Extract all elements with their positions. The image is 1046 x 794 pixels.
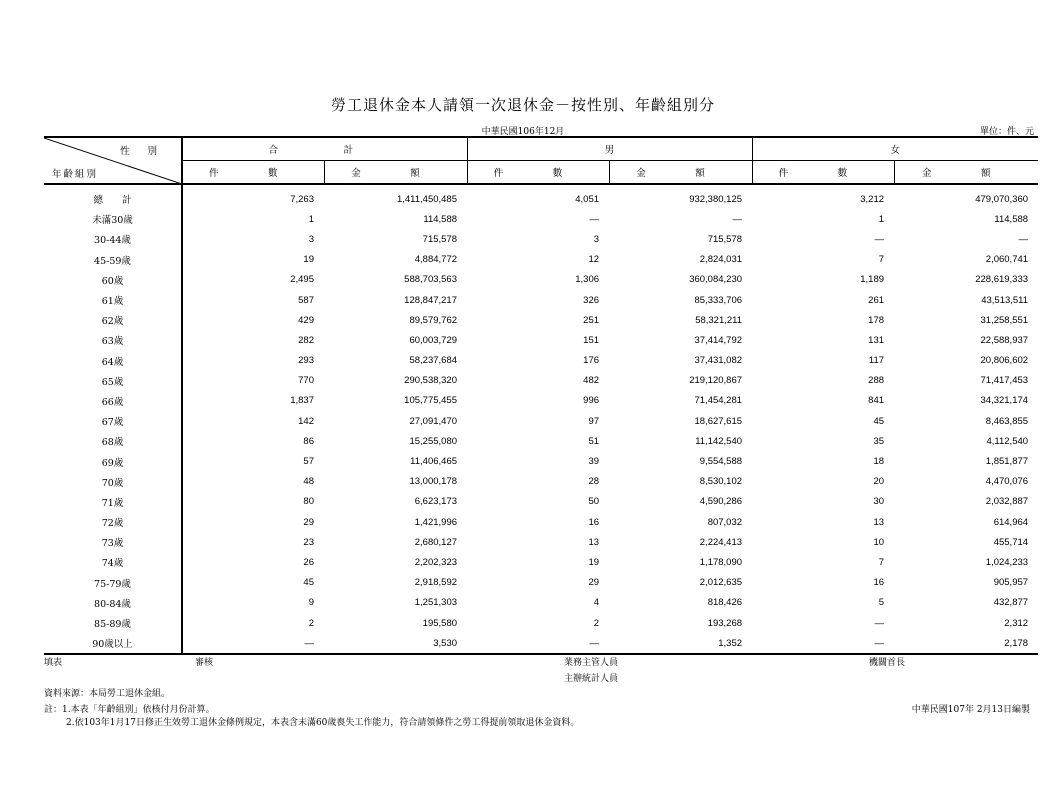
cell-t-n: 2 <box>308 617 314 629</box>
row-label: 65歲 <box>44 371 182 391</box>
compiled-date: 中華民國107年 2月13日編製 <box>911 705 1030 715</box>
cell-m-n: 176 <box>583 355 600 367</box>
row-label: 85-89歲 <box>44 613 182 633</box>
note-1: 註：1.本表「年齡組別」依核付月份計算。 <box>44 705 215 715</box>
cell-f-n: 16 <box>873 577 885 589</box>
cell-m-n: 50 <box>588 496 600 508</box>
cell-f-n: 131 <box>868 334 885 346</box>
cell-t-a: 58,237,684 <box>409 355 458 367</box>
cell-f-a: 34,321,174 <box>980 395 1029 407</box>
cell-t-n: 1 <box>308 213 314 225</box>
cell-f-n: 18 <box>873 456 885 468</box>
table-row <box>44 573 1038 593</box>
footer-supervisor: 業務主管人員 <box>564 658 619 668</box>
row-label: 63歲 <box>44 330 182 350</box>
row-label: 80-84歲 <box>44 593 182 613</box>
table-row <box>44 351 1038 371</box>
cell-f-a: 1,024,233 <box>985 556 1029 568</box>
table-row <box>44 451 1038 471</box>
cell-t-n: 26 <box>303 556 314 568</box>
cell-m-n: — <box>589 637 600 649</box>
cell-t-n: 86 <box>303 435 314 447</box>
cell-m-a: 37,431,082 <box>694 355 743 367</box>
cell-m-a: 37,414,792 <box>694 334 743 346</box>
cell-f-a: 20,806,602 <box>980 355 1029 367</box>
table-row <box>44 532 1038 552</box>
footer-chief-stat: 主辦統計人員 <box>564 674 619 684</box>
cell-f-n: 20 <box>873 476 885 488</box>
cell-f-n: — <box>874 617 885 629</box>
cell-f-a: 228,619,333 <box>975 274 1029 286</box>
cell-m-a: 1,352 <box>718 637 743 649</box>
group-header-total: 合 計 <box>182 137 467 161</box>
col-header-amount: 金 額 <box>894 161 1038 185</box>
cell-f-n: 10 <box>873 536 885 548</box>
row-label: 64歲 <box>44 351 182 371</box>
cell-f-a: 22,588,937 <box>980 334 1029 346</box>
cell-f-a: 4,470,076 <box>985 476 1029 488</box>
cell-m-n: 97 <box>588 415 600 427</box>
row-label: 總 計 <box>44 184 182 209</box>
row-label: 30-44歲 <box>44 229 182 249</box>
cell-t-n: 7,263 <box>290 193 314 205</box>
cell-m-a: 715,578 <box>707 233 743 245</box>
cell-t-n: 2,495 <box>290 274 314 286</box>
cell-m-n: 51 <box>588 435 600 447</box>
cell-t-a: 1,251,303 <box>414 597 458 609</box>
cell-t-a: 11,406,465 <box>410 456 458 468</box>
col-header-count: 件 數 <box>208 168 298 179</box>
cell-t-a: 27,091,470 <box>409 415 458 427</box>
row-label: 73歲 <box>44 532 182 552</box>
cell-f-a: 479,070,360 <box>975 193 1029 205</box>
table-row <box>44 371 1038 391</box>
cell-t-a: 2,202,323 <box>414 556 458 568</box>
cell-f-a: 4,112,540 <box>986 435 1029 447</box>
row-label: 45-59歲 <box>44 250 182 270</box>
table-body <box>44 184 1038 654</box>
row-label: 72歲 <box>44 512 182 532</box>
row-label: 68歲 <box>44 431 182 451</box>
note-2: 2.依103年1月17日修正生效勞工退休金條例規定，本表含未滿60歲喪失工作能力，符合請領條件之勞工得提前領取退休金資料。 <box>66 718 580 728</box>
cell-m-n: 4 <box>593 597 600 609</box>
cell-f-n: 30 <box>873 496 885 508</box>
cell-m-n: 2 <box>593 617 600 629</box>
cell-t-a: 2,680,127 <box>414 536 458 548</box>
cell-m-a: 807,032 <box>707 516 743 528</box>
cell-t-a: 588,703,563 <box>404 274 458 286</box>
cell-t-n: 293 <box>298 355 314 367</box>
footer-head: 機關首長 <box>869 658 906 668</box>
cell-f-a: 1,851,877 <box>985 456 1029 468</box>
cell-f-a: 2,060,741 <box>985 254 1029 266</box>
table-row <box>44 391 1038 411</box>
unit-label: 單位：件、元 <box>979 127 1034 137</box>
cell-t-n: 48 <box>303 476 314 488</box>
group-header-female: 女 <box>752 137 1038 161</box>
cell-f-n: 7 <box>878 556 885 568</box>
table-row <box>44 593 1038 613</box>
cell-t-n: 57 <box>303 456 314 468</box>
footer-reviewer: 審核 <box>195 658 214 668</box>
cell-f-a: 114,588 <box>994 213 1029 225</box>
cell-m-a: 1,178,090 <box>699 556 743 568</box>
cell-f-n: 3,212 <box>860 193 885 205</box>
cell-t-n: 1,837 <box>290 395 314 407</box>
cell-f-n: 261 <box>868 294 885 306</box>
cell-t-n: 80 <box>303 496 314 508</box>
table-row <box>44 633 1038 654</box>
group-header-male: 男 <box>467 137 752 161</box>
cell-f-n: 117 <box>868 355 885 367</box>
cell-f-n: — <box>874 233 885 245</box>
row-label: 69歲 <box>44 451 182 471</box>
cell-m-a: 58,321,211 <box>695 314 743 326</box>
cell-t-n: 770 <box>298 375 314 387</box>
table-row <box>44 330 1038 350</box>
table-row <box>44 552 1038 572</box>
cell-t-n: 45 <box>303 577 314 589</box>
table-row <box>44 512 1038 532</box>
cell-t-n: 587 <box>298 294 314 306</box>
cell-t-n: 3 <box>308 233 314 245</box>
cell-m-a: — <box>732 213 743 225</box>
cell-t-a: 4,884,772 <box>414 254 458 266</box>
cell-m-n: 19 <box>588 556 600 568</box>
cell-m-n: 1,306 <box>575 274 600 286</box>
cell-m-n: 28 <box>588 476 600 488</box>
table-row <box>44 250 1038 270</box>
cell-t-a: 3,530 <box>433 637 458 649</box>
row-label: 61歲 <box>44 290 182 310</box>
cell-f-n: 841 <box>868 395 885 407</box>
cell-t-n: — <box>304 637 314 649</box>
cell-m-n: 326 <box>583 294 600 306</box>
table-row <box>44 229 1038 249</box>
col-header-count: 件 數 <box>752 161 894 185</box>
cell-f-n: — <box>874 637 885 649</box>
cell-t-n: 142 <box>298 415 314 427</box>
row-label: 66歲 <box>44 391 182 411</box>
footer-filler: 填表 <box>44 658 63 668</box>
cell-t-a: 128,847,217 <box>404 294 458 306</box>
cell-f-n: 1,189 <box>860 274 885 286</box>
cell-t-n: 282 <box>298 334 314 346</box>
cell-f-n: 178 <box>868 314 885 326</box>
cell-m-a: 11,142,540 <box>695 435 743 447</box>
cell-f-a: 432,877 <box>993 597 1029 609</box>
cell-f-a: 43,513,511 <box>981 294 1029 306</box>
table-row <box>44 209 1038 229</box>
cell-t-n: 19 <box>303 254 314 266</box>
cell-t-a: 6,623,173 <box>414 496 458 508</box>
table-row <box>44 431 1038 451</box>
cell-m-a: 2,224,413 <box>699 536 743 548</box>
cell-m-a: 18,627,615 <box>694 415 743 427</box>
table-row <box>44 270 1038 290</box>
row-label: 70歲 <box>44 472 182 492</box>
cell-f-a: 2,178 <box>1004 637 1029 649</box>
corner-header <box>44 137 182 184</box>
table-row <box>44 411 1038 431</box>
cell-m-a: 85,333,706 <box>694 294 743 306</box>
cell-m-a: 818,426 <box>707 597 743 609</box>
cell-m-n: — <box>589 213 600 225</box>
row-label: 90歲以上 <box>44 633 182 654</box>
cell-t-a: 195,580 <box>422 617 458 629</box>
cell-m-n: 16 <box>588 516 600 528</box>
col-header-amount: 金 額 <box>324 161 467 185</box>
cell-f-a: 8,463,855 <box>985 415 1029 427</box>
cell-t-a: 60,003,729 <box>409 334 458 346</box>
cell-m-a: 2,824,031 <box>699 254 743 266</box>
table-row <box>44 472 1038 492</box>
cell-f-a: 31,258,551 <box>980 314 1029 326</box>
row-label: 未滿30歲 <box>44 209 182 229</box>
cell-m-n: 151 <box>583 334 600 346</box>
cell-f-n: 7 <box>878 254 885 266</box>
table-row <box>44 613 1038 633</box>
corner-bottom-label: 年齡組別 <box>52 169 99 180</box>
cell-m-n: 251 <box>583 314 600 326</box>
period-label: 中華民國106年12月 <box>481 127 565 137</box>
cell-f-n: 45 <box>873 415 885 427</box>
cell-f-a: 455,714 <box>993 536 1029 548</box>
cell-m-a: 2,012,635 <box>699 577 743 589</box>
cell-f-n: 1 <box>878 213 885 225</box>
cell-f-n: 288 <box>868 375 885 387</box>
cell-m-n: 996 <box>583 395 600 407</box>
row-label: 60歲 <box>44 270 182 290</box>
row-label: 74歲 <box>44 552 182 572</box>
table-row <box>44 184 1038 209</box>
cell-f-a: 2,312 <box>1004 617 1029 629</box>
col-header-count: 件 數 <box>467 161 609 185</box>
statistics-table <box>44 136 1038 655</box>
cell-f-n: 13 <box>873 516 885 528</box>
cell-t-a: 89,579,762 <box>409 314 458 326</box>
page-title: 勞工退休金本人請領一次退休金－按性別、年齡組別分 <box>330 96 715 114</box>
cell-m-a: 219,120,867 <box>689 375 743 387</box>
corner-top-label: 性別 <box>119 146 175 157</box>
row-label: 75-79歲 <box>44 573 182 593</box>
cell-m-n: 29 <box>588 577 600 589</box>
cell-m-n: 12 <box>588 254 600 266</box>
cell-t-a: 114,588 <box>423 213 458 225</box>
cell-m-a: 932,380,125 <box>689 193 743 205</box>
cell-t-a: 2,918,592 <box>414 577 458 589</box>
table-row <box>44 290 1038 310</box>
cell-f-a: 2,032,887 <box>985 496 1029 508</box>
cell-t-a: 290,538,320 <box>404 375 458 387</box>
cell-m-n: 4,051 <box>575 193 600 205</box>
col-header-amount: 金 額 <box>609 161 752 185</box>
cell-t-a: 13,000,178 <box>409 476 458 488</box>
cell-t-n: 29 <box>303 516 314 528</box>
cell-t-n: 23 <box>303 536 314 548</box>
cell-f-a: 71,417,453 <box>980 375 1029 387</box>
cell-f-a: 614,964 <box>993 516 1029 528</box>
cell-m-n: 13 <box>588 536 600 548</box>
row-label: 62歲 <box>44 310 182 330</box>
cell-m-a: 8,530,102 <box>699 476 743 488</box>
cell-m-n: 3 <box>593 233 600 245</box>
cell-m-a: 9,554,588 <box>699 456 743 468</box>
cell-t-a: 15,255,080 <box>409 435 458 447</box>
table-row <box>44 310 1038 330</box>
cell-t-a: 715,578 <box>422 233 458 245</box>
cell-t-n: 429 <box>298 314 314 326</box>
cell-m-n: 482 <box>583 375 600 387</box>
cell-m-a: 360,084,230 <box>689 274 743 286</box>
cell-f-a: — <box>1018 233 1029 245</box>
cell-m-a: 71,454,281 <box>694 395 743 407</box>
cell-m-a: 193,268 <box>707 617 743 629</box>
cell-m-a: 4,590,286 <box>699 496 743 508</box>
source-note: 資料來源：本局勞工退休金組。 <box>44 689 171 699</box>
cell-f-a: 905,957 <box>993 577 1029 589</box>
cell-t-a: 1,421,996 <box>414 516 458 528</box>
row-label: 67歲 <box>44 411 182 431</box>
cell-m-n: 39 <box>588 456 600 468</box>
table-row <box>44 492 1038 512</box>
cell-t-a: 1,411,450,485 <box>396 193 458 205</box>
cell-t-a: 105,775,455 <box>404 395 458 407</box>
cell-f-n: 5 <box>878 597 885 609</box>
cell-f-n: 35 <box>873 435 885 447</box>
cell-t-n: 9 <box>308 597 314 609</box>
row-label: 71歲 <box>44 492 182 512</box>
